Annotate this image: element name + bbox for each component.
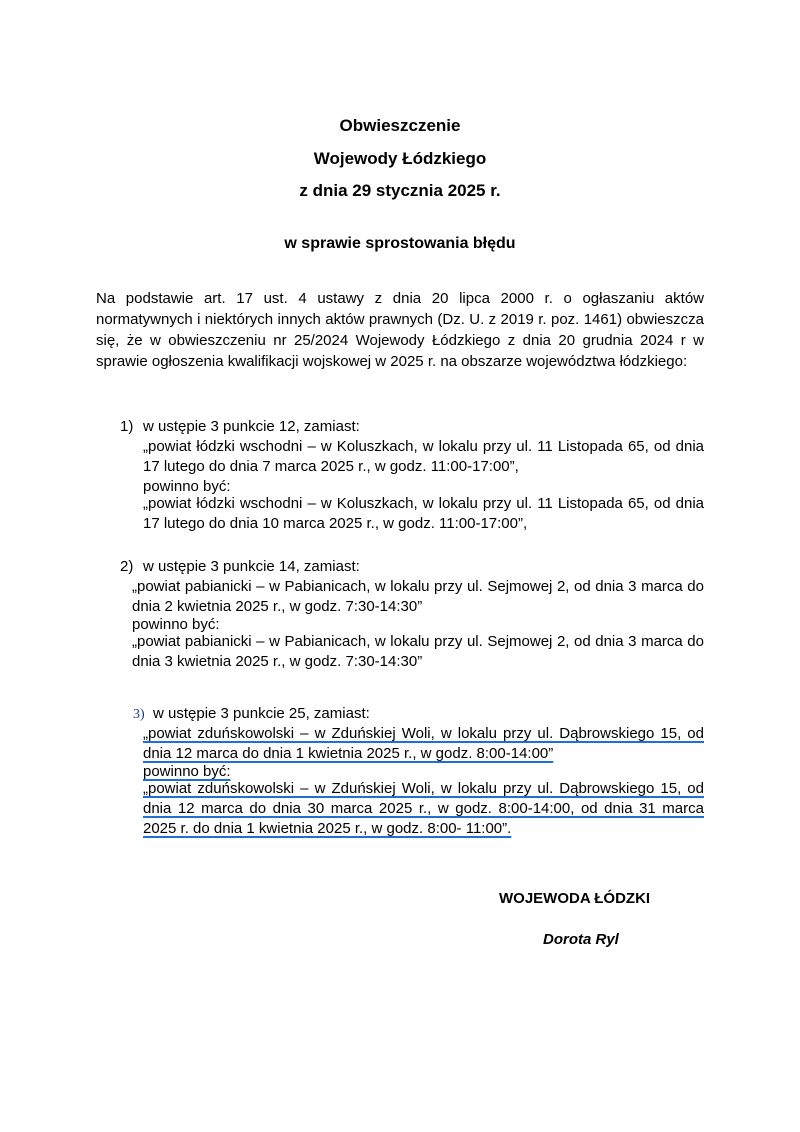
item-old-text: „powiat zduńskowolski – w Zduńskiej Woli, w lokalu przy ul. Dąbrowskiego 15, od dnia 12 marca do dnia 1 kwietnia 2025 r., w godz. 8:00-14:00” [143, 725, 704, 762]
item-number: 3) [133, 707, 145, 722]
item-lead: w ustępie 3 punkcie 25, zamiast: [153, 705, 370, 722]
item-number: 2) [120, 558, 134, 575]
intro-paragraph: Na podstawie art. 17 ust. 4 ustawy z dnia 20 lipca 2000 r. o ogłaszaniu aktów normatywnych i niektórych innych aktów prawnych (Dz. U. z 2019 r. poz. 1461) obwieszcza się, że w obwieszczeniu nr 25/2024 Wojewody Łódzkiego z dnia 20 grudnia 2024 r w sprawie ogłoszenia kwalifikacji wojskowej w 2025 r. na obszarze województwa łódzkiego: [96, 290, 704, 370]
issuer-heading: Wojewody Łódzkiego [313, 149, 487, 168]
item-should-be: powinno być: [143, 478, 231, 495]
item-new-text: „powiat pabianicki – w Pabianicach, w lokalu przy ul. Sejmowej 2, od dnia 3 marca do dnia 3 kwietnia 2025 r., w godz. 7:30-14:30” [132, 633, 704, 670]
item-old-text: „powiat pabianicki – w Pabianicach, w lokalu przy ul. Sejmowej 2, od dnia 3 marca do dnia 2 kwietnia 2025 r., w godz. 7:30-14:30” [132, 578, 704, 615]
item-new-text: „powiat łódzki wschodni – w Koluszkach, w lokalu przy ul. 11 Listopada 65, od dnia 17 lutego do dnia 10 marca 2025 r., w godz. 11:00-17:00”, [143, 495, 704, 532]
date-heading: z dnia 29 stycznia 2025 r. [299, 181, 501, 200]
item-lead: w ustępie 3 punkcie 14, zamiast: [143, 558, 360, 575]
item-new-text: „powiat zduńskowolski – w Zduńskiej Woli, w lokalu przy ul. Dąbrowskiego 15, od dnia 12 marca do dnia 30 marca 2025 r., w godz. 8:00-14:00, od dnia 31 marca 2025 r. do dnia 1 kwietnia 2025 r., w godz. 8:00- 11:00”. [143, 780, 704, 837]
subject-heading: w sprawie sprostowania błędu [284, 235, 516, 252]
signatory-title: WOJEWODA ŁÓDZKI [499, 890, 651, 907]
item-old-text: „powiat łódzki wschodni – w Koluszkach, w lokalu przy ul. 11 Listopada 65, od dnia 17 lutego do dnia 7 marca 2025 r., w godz. 11:00-17:00”, [143, 438, 704, 475]
item-should-be: powinno być: [132, 616, 220, 633]
item-number: 1) [120, 418, 134, 435]
item-lead: w ustępie 3 punkcie 12, zamiast: [143, 418, 360, 435]
item-should-be: powinno być: [143, 763, 231, 780]
signatory-name: Dorota Ryl [543, 931, 619, 948]
document-type-heading: Obwieszczenie [339, 116, 461, 135]
